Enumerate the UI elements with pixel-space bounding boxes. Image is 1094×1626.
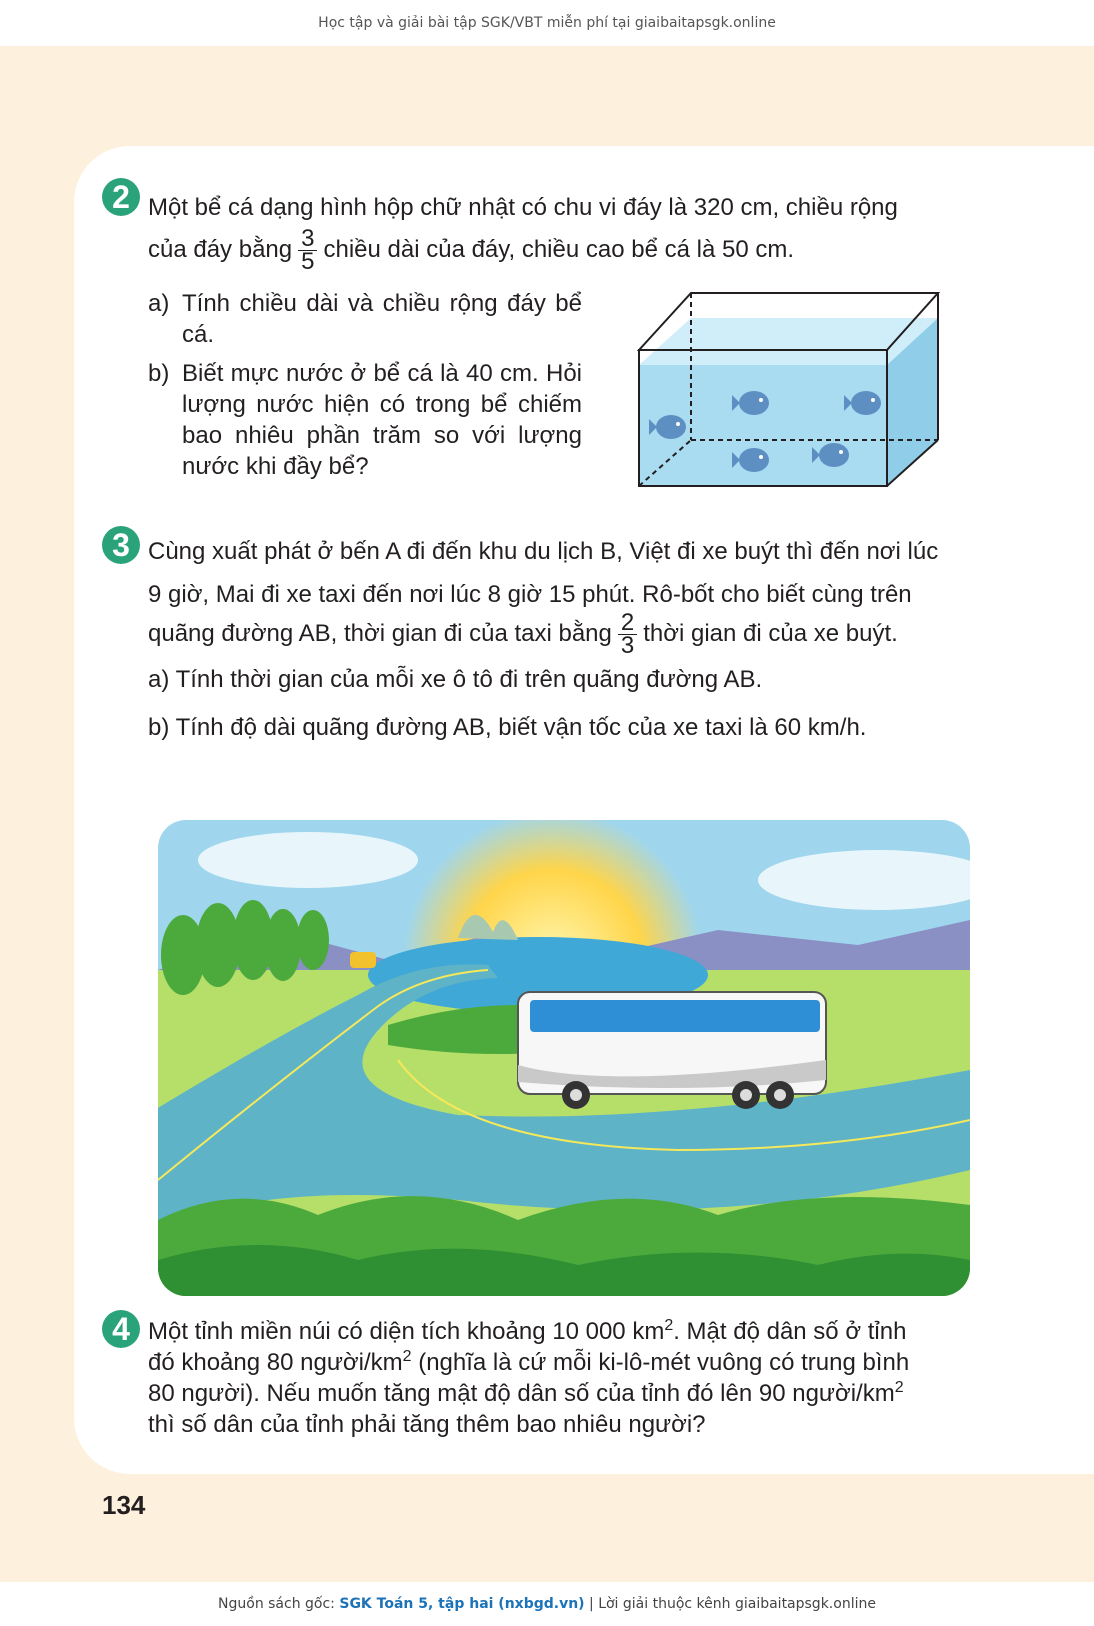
exercise-3-line3-after: thời gian đi của xe buýt. (643, 619, 898, 647)
exercise-4-line3-a: 80 người). Nếu muốn tăng mật độ dân số của tỉnh đó lên 90 người/km (148, 1380, 895, 1407)
exercise-4-line4: thì số dân của tỉnh phải tăng thêm bao nhiêu người? (148, 1411, 706, 1438)
exercise-2a-label: a) (148, 290, 170, 317)
exercise-2-line1: Một bể cá dạng hình hộp chữ nhật có chu vi đáy là 320 cm, chiều rộng (148, 194, 898, 221)
exercise-2-line2-before: của đáy bằng (148, 235, 293, 263)
taxi (350, 952, 376, 968)
exercise-2b-text: Biết mực nước ở bể cá là 40 cm. Hỏi lượng nước hiện có trong bể chiếm bao nhiêu phần trăm so với lượng nước khi đầy bể? (182, 360, 582, 480)
exercise-3a: a) Tính thời gian của mỗi xe ô tô đi trên quãng đường AB. (148, 666, 763, 693)
aquarium-illustration (636, 290, 956, 490)
exercise-4-line3 (148, 1378, 904, 1409)
page-number: 134 (102, 1490, 146, 1520)
footer (0, 1582, 1094, 1626)
exercise-4-line1 (148, 1316, 906, 1347)
exercise-4-line1-a: Một tỉnh miền núi có diện tích khoảng 10 000 km (148, 1318, 665, 1345)
bus (518, 992, 826, 1109)
footer-source-link[interactable]: SGK Toán 5, tập hai (nxbgd.vn) (339, 1596, 585, 1612)
fraction-2-3 (618, 609, 637, 659)
fraction-denominator: 3 (620, 632, 635, 659)
exercise-2a (148, 288, 582, 350)
exercise-2-line2-after: chiều dài của đáy, chiều cao bể cá là 50 cm. (323, 235, 794, 263)
water-surface (639, 318, 938, 365)
fraction-3-5 (298, 225, 317, 275)
exercise-4-line2-b: (nghĩa là cứ mỗi ki-lô-mét vuông có trung bình (411, 1349, 910, 1376)
exercise-4-number: 4 (102, 1310, 140, 1348)
fraction-numerator: 2 (618, 612, 637, 635)
exercise-4-line1-b: . Mật độ dân số ở tỉnh (673, 1318, 907, 1345)
superscript-2: 2 (664, 1317, 674, 1334)
exercise-3b: b) Tính độ dài quãng đường AB, biết vận tốc của xe taxi là 60 km/h. (148, 714, 867, 741)
exercise-3-line2: 9 giờ, Mai đi xe taxi đến nơi lúc 8 giờ 15 phút. Rô-bốt cho biết cùng trên (148, 581, 912, 608)
exercise-3-line1: Cùng xuất phát ở bến A đi đến khu du lịch B, Việt đi xe buýt thì đến nơi lúc (148, 538, 939, 565)
exercise-3-number: 3 (102, 526, 140, 564)
exercise-4-line2 (148, 1347, 909, 1378)
footer-suffix: | Lời giải thuộc kênh giaibaitapsgk.online (584, 1596, 876, 1612)
exercise-2-number: 2 (102, 178, 140, 216)
exercise-2-line2 (148, 225, 794, 275)
footer-prefix: Nguồn sách gốc: (218, 1596, 340, 1612)
exercise-3-line3 (148, 609, 898, 659)
superscript-2: 2 (894, 1379, 904, 1396)
exercise-2b (148, 358, 582, 482)
exercise-2a-text: Tính chiều dài và chiều rộng đáy bể cá. (182, 290, 582, 348)
exercise-3-line3-before: quãng đường AB, thời gian đi của taxi bằng (148, 619, 612, 647)
superscript-2: 2 (402, 1348, 412, 1365)
fraction-denominator: 5 (301, 248, 315, 275)
bus-landscape-illustration (158, 820, 970, 1296)
top-banner: Học tập và giải bài tập SGK/VBT miễn phí tại giaibaitapsgk.online (318, 15, 776, 31)
exercise-4-line2-a: đó khoảng 80 người/km (148, 1349, 403, 1376)
exercise-2b-label: b) (148, 360, 170, 387)
fraction-numerator: 3 (298, 228, 317, 251)
